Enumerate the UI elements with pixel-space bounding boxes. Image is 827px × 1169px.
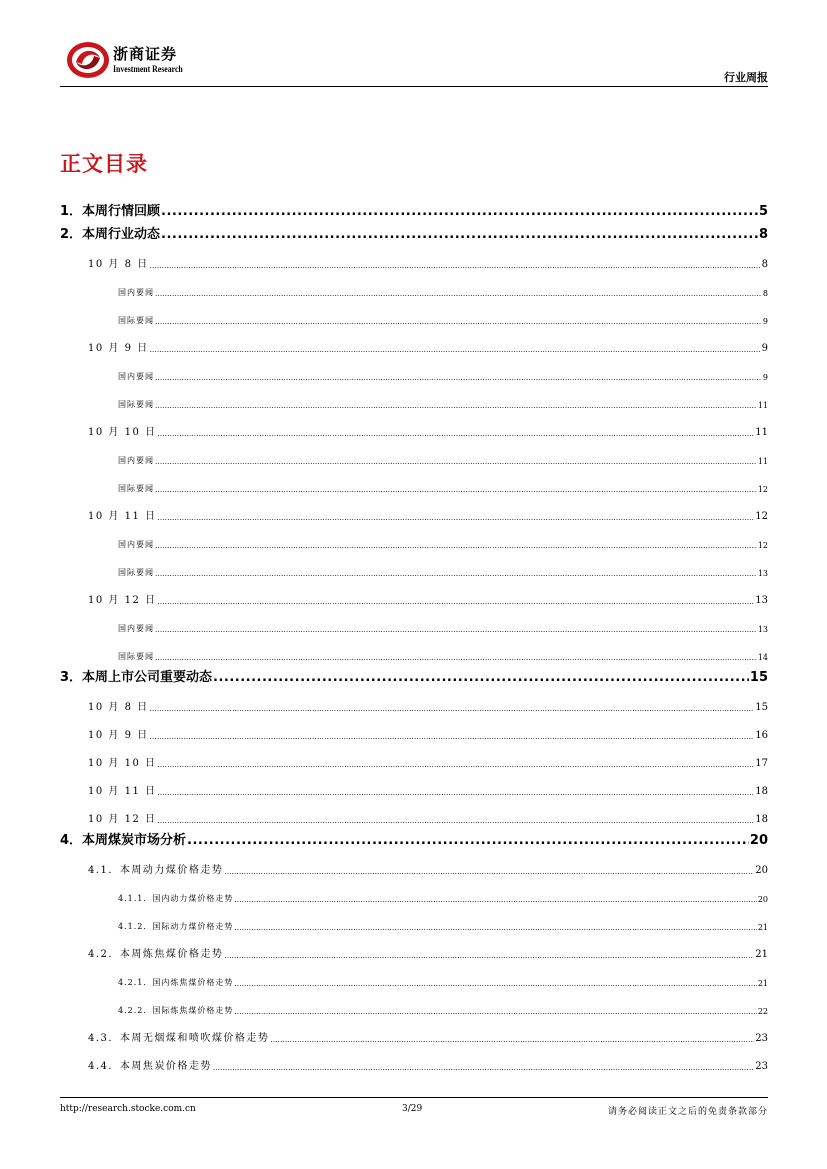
toc-entry[interactable] bbox=[60, 298, 768, 326]
toc-entry-page: 15 bbox=[755, 702, 768, 713]
toc-entry-page: 5 bbox=[758, 204, 768, 219]
toc-entry-page: 23 bbox=[755, 1033, 768, 1044]
toc-entry-page: 20 bbox=[757, 895, 768, 904]
toc-dot-leader bbox=[234, 980, 756, 988]
toc-entry-page: 16 bbox=[755, 730, 768, 741]
toc-dot-leader bbox=[224, 868, 754, 876]
toc-entry-label: 10 月 10 日 bbox=[88, 758, 157, 769]
toc-entry-label: 10 月 11 日 bbox=[88, 511, 157, 522]
toc-dot-leader bbox=[158, 761, 755, 769]
toc-entry-page: 12 bbox=[757, 485, 768, 494]
toc-entry-page: 9 bbox=[762, 317, 768, 326]
toc-dot-leader bbox=[150, 705, 755, 713]
toc-entry-page: 21 bbox=[757, 979, 768, 988]
toc-dot-leader bbox=[213, 670, 749, 685]
toc-entry-page: 15 bbox=[749, 670, 768, 685]
toc-entry-label: 4.1.1．国内动力煤价格走势 bbox=[118, 894, 234, 903]
toc-dot-leader bbox=[155, 654, 757, 662]
toc-entry-page: 14 bbox=[757, 653, 768, 662]
toc-entry-page: 12 bbox=[755, 511, 768, 522]
toc-dot-leader bbox=[158, 430, 755, 438]
page-header bbox=[60, 38, 768, 88]
toc-entry-page: 11 bbox=[755, 427, 768, 438]
toc-entry-label: 国内要闻 bbox=[118, 372, 154, 381]
toc-entry[interactable] bbox=[60, 326, 768, 354]
toc-entry[interactable] bbox=[60, 196, 768, 219]
toc-entry-page: 18 bbox=[755, 814, 768, 825]
toc-dot-leader bbox=[155, 290, 762, 298]
toc-entry[interactable] bbox=[60, 662, 768, 685]
toc-entry-label: 4．本周煤炭市场分析 bbox=[60, 833, 187, 848]
toc-dot-leader bbox=[158, 598, 755, 606]
toc-dot-leader bbox=[187, 833, 749, 848]
toc-entry-label: 4.2.2．国际炼焦煤价格走势 bbox=[118, 1006, 234, 1015]
toc-entry-page: 23 bbox=[755, 1061, 768, 1072]
toc-entry-label: 3．本周上市公司重要动态 bbox=[60, 670, 213, 685]
toc-entry-page: 8 bbox=[761, 259, 768, 270]
header-divider bbox=[60, 86, 768, 87]
toc-entry[interactable] bbox=[60, 960, 768, 988]
toc-entry-label: 国内要闻 bbox=[118, 288, 154, 297]
toc-entry[interactable] bbox=[60, 550, 768, 578]
toc-entry[interactable] bbox=[60, 466, 768, 494]
toc-dot-leader bbox=[213, 1064, 754, 1072]
toc-entry-label: 国内要闻 bbox=[118, 456, 154, 465]
toc-dot-leader bbox=[161, 204, 758, 219]
toc-dot-leader bbox=[155, 486, 757, 494]
company-name-en: Investment Research bbox=[113, 65, 183, 75]
toc-entry-label: 10 月 8 日 bbox=[88, 702, 149, 713]
toc-entry-label: 国际要闻 bbox=[118, 652, 154, 661]
toc-entry-page: 13 bbox=[757, 569, 768, 578]
toc-dot-leader bbox=[224, 952, 754, 960]
toc-entry-label: 10 月 8 日 bbox=[88, 259, 149, 270]
toc-entry[interactable] bbox=[60, 741, 768, 769]
toc-dot-leader bbox=[155, 458, 757, 466]
toc-entry-label: 4.2．本周炼焦煤价格走势 bbox=[88, 949, 224, 960]
company-name-cn: 浙商证券 bbox=[113, 45, 178, 63]
toc-entry[interactable] bbox=[60, 713, 768, 741]
toc-entry-page: 22 bbox=[757, 1007, 768, 1016]
toc-entry[interactable] bbox=[60, 270, 768, 298]
footer-page-number: 3/29 bbox=[402, 1104, 423, 1114]
toc-entry-label: 4.2.1．国内炼焦煤价格走势 bbox=[118, 978, 234, 987]
toc-entry-label: 2．本周行业动态 bbox=[60, 227, 161, 242]
toc-entry-page: 8 bbox=[758, 227, 768, 242]
toc-entry[interactable] bbox=[60, 354, 768, 382]
toc-entry[interactable] bbox=[60, 876, 768, 904]
toc-entry[interactable] bbox=[60, 410, 768, 438]
toc-entry[interactable] bbox=[60, 242, 768, 270]
toc-entry[interactable] bbox=[60, 1016, 768, 1044]
toc-entry-label: 国内要闻 bbox=[118, 624, 154, 633]
toc-entry-label: 国际要闻 bbox=[118, 568, 154, 577]
toc-entry[interactable] bbox=[60, 797, 768, 825]
toc-dot-leader bbox=[150, 733, 755, 741]
toc-dot-leader bbox=[234, 1008, 756, 1016]
toc-entry[interactable] bbox=[60, 825, 768, 848]
toc-entry-label: 10 月 11 日 bbox=[88, 786, 157, 797]
toc-entry-page: 21 bbox=[757, 923, 768, 932]
toc-entry-page: 18 bbox=[755, 786, 768, 797]
toc-entry-page: 9 bbox=[761, 343, 768, 354]
toc-entry-page: 13 bbox=[755, 595, 768, 606]
toc-dot-leader bbox=[150, 346, 761, 354]
toc-entry[interactable] bbox=[60, 904, 768, 932]
toc-entry-label: 4.1.2．国际动力煤价格走势 bbox=[118, 922, 234, 931]
toc-dot-leader bbox=[155, 542, 757, 550]
toc-dot-leader bbox=[150, 262, 761, 270]
toc-dot-leader bbox=[234, 896, 756, 904]
toc-entry-label: 10 月 12 日 bbox=[88, 595, 157, 606]
toc-entry-label: 10 月 9 日 bbox=[88, 343, 149, 354]
toc-entry-page: 12 bbox=[757, 541, 768, 550]
toc-title: 正文目录 bbox=[60, 152, 148, 176]
toc-entry-page: 11 bbox=[757, 401, 768, 410]
toc-dot-leader bbox=[155, 318, 762, 326]
toc-entry-page: 20 bbox=[749, 833, 768, 848]
toc-entry[interactable] bbox=[60, 848, 768, 876]
toc-entry-label: 国际要闻 bbox=[118, 316, 154, 325]
toc-entry-label: 4.1．本周动力煤价格走势 bbox=[88, 865, 224, 876]
company-logo-icon bbox=[66, 40, 110, 80]
toc-entry-page: 11 bbox=[757, 457, 768, 466]
toc-entry[interactable] bbox=[60, 988, 768, 1016]
toc-dot-leader bbox=[155, 402, 757, 410]
toc-dot-leader bbox=[158, 817, 755, 825]
toc-dot-leader bbox=[234, 924, 756, 932]
toc-entry[interactable] bbox=[60, 932, 768, 960]
toc-entry[interactable] bbox=[60, 578, 768, 606]
toc-dot-leader bbox=[155, 570, 757, 578]
toc-entry[interactable] bbox=[60, 769, 768, 797]
toc-entry-label: 10 月 10 日 bbox=[88, 427, 157, 438]
toc-entry-label: 国际要闻 bbox=[118, 484, 154, 493]
toc-entry[interactable] bbox=[60, 219, 768, 242]
footer-url-link[interactable]: http://research.stocke.com.cn bbox=[60, 1104, 196, 1114]
toc-entry[interactable] bbox=[60, 685, 768, 713]
toc-entry[interactable] bbox=[60, 382, 768, 410]
toc-entry-label: 4.4．本周焦炭价格走势 bbox=[88, 1061, 212, 1072]
footer-divider bbox=[60, 1097, 768, 1098]
toc-dot-leader bbox=[161, 227, 758, 242]
toc-entry-page: 17 bbox=[755, 758, 768, 769]
toc-entry-label: 4.3．本周无烟煤和喷吹煤价格走势 bbox=[88, 1033, 270, 1044]
toc-entry-label: 1．本周行情回顾 bbox=[60, 204, 161, 219]
toc-dot-leader bbox=[158, 514, 755, 522]
toc-entry-page: 20 bbox=[755, 865, 768, 876]
toc-entry[interactable] bbox=[60, 494, 768, 522]
toc-entry[interactable] bbox=[60, 438, 768, 466]
toc-entry-page: 9 bbox=[762, 373, 768, 382]
toc-entry-label: 国内要闻 bbox=[118, 540, 154, 549]
toc-entry[interactable] bbox=[60, 606, 768, 634]
toc-entry-page: 21 bbox=[755, 949, 768, 960]
toc-entry-label: 国际要闻 bbox=[118, 400, 154, 409]
toc-entry[interactable] bbox=[60, 1044, 768, 1072]
toc-dot-leader bbox=[155, 374, 762, 382]
toc-entry-label: 10 月 9 日 bbox=[88, 730, 149, 741]
toc-dot-leader bbox=[270, 1036, 754, 1044]
toc-entry[interactable] bbox=[60, 522, 768, 550]
toc-entry-page: 8 bbox=[762, 289, 768, 298]
toc-entry-label: 10 月 12 日 bbox=[88, 814, 157, 825]
table-of-contents bbox=[60, 196, 768, 1072]
toc-dot-leader bbox=[158, 789, 755, 797]
toc-entry[interactable] bbox=[60, 634, 768, 662]
toc-entry-page: 13 bbox=[757, 625, 768, 634]
toc-dot-leader bbox=[155, 626, 757, 634]
report-type-label: 行业周报 bbox=[724, 71, 768, 84]
footer-disclaimer: 请务必阅读正文之后的免责条款部分 bbox=[607, 1107, 768, 1117]
